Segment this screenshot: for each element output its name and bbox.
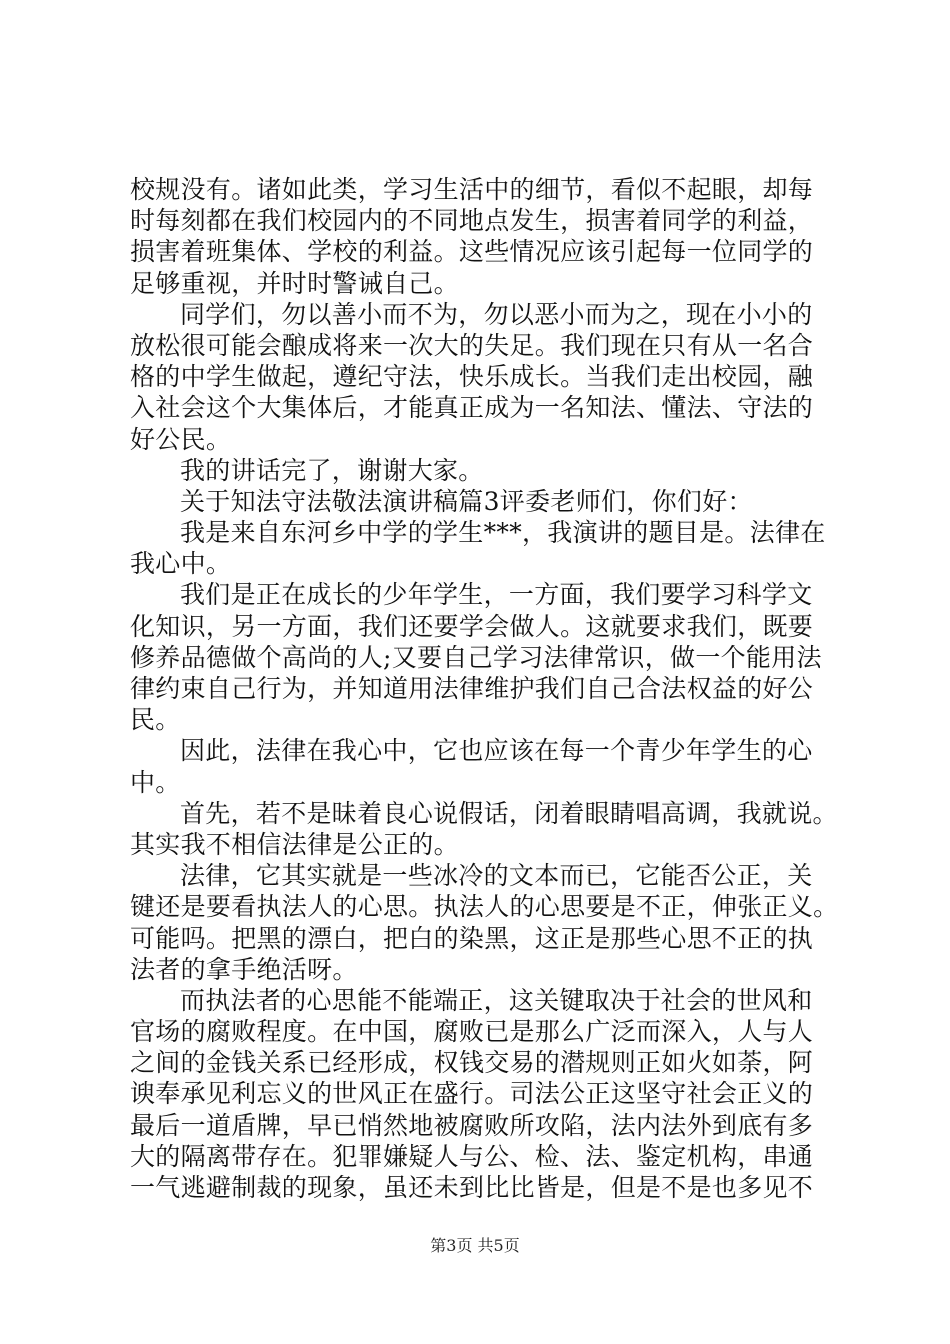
text-line: 最后一道盾牌，早已悄然地被腐败所攻陷，法内法外到底有多 (130, 1110, 814, 1140)
text-line: 放松很可能会酿成将来一次大的失足。我们现在只有从一名合 (130, 330, 814, 360)
document-body (130, 174, 839, 1203)
text-line: 民。 (130, 705, 181, 735)
text-line: 官场的腐败程度。在中国，腐败已是那么广泛而深入，人与人 (130, 1017, 814, 1047)
text-line: 其实我不相信法律是公正的。 (130, 829, 459, 859)
text-line: 格的中学生做起，遵纪守法，快乐成长。当我们走出校园，融 (130, 362, 814, 392)
text-line: 损害着班集体、学校的利益。这些情况应该引起每一位同学的 (130, 237, 814, 267)
text-line: 法律，它其实就是一些冰冷的文本而已，它能否公正，关 (180, 861, 813, 891)
text-line: 大的隔离带存在。犯罪嫌疑人与公、检、法、鉴定机构，串通 (130, 1141, 814, 1171)
text-line: 一气逃避制裁的现象，虽还未到比比皆是，但是不是也多见不 (130, 1173, 814, 1202)
text-line: 时每刻都在我们校园内的不同地点发生，损害着同学的利益， (130, 206, 814, 236)
text-line: 好公民。 (130, 424, 232, 454)
text-line: 关于知法守法敬法演讲稿篇3评委老师们，你们好： (180, 486, 753, 516)
text-line: 可能吗。把黑的漂白，把白的染黑，这正是那些心思不正的执 (130, 923, 814, 953)
text-line: 校规没有。诸如此类，学习生活中的细节，看似不起眼，却每 (130, 175, 814, 204)
text-line: 而执法者的心思能不能端正，这关键取决于社会的世风和 (180, 985, 813, 1015)
text-line: 谀奉承见利忘义的世风正在盛行。司法公正这坚守社会正义的 (130, 1079, 814, 1109)
text-line: 之间的金钱关系已经形成，权钱交易的潜规则正如火如荼，阿 (130, 1048, 814, 1078)
text-line: 我的讲话完了，谢谢大家。 (180, 455, 484, 485)
text-line: 法者的拿手绝活呀。 (130, 954, 358, 984)
text-line: 律约束自己行为，并知道用法律维护我们自己合法权益的好公 (130, 674, 814, 703)
text-line: 因此，法律在我心中，它也应该在每一个青少年学生的心 (180, 736, 813, 766)
page-footer: 第3页 共5页 (430, 1236, 520, 1255)
text-line: 同学们，勿以善小而不为，勿以恶小而为之，现在小小的 (180, 299, 813, 329)
text-line: 修养品德做个高尚的人;又要自己学习法律常识，做一个能用法 (130, 642, 822, 672)
text-line: 足够重视，并时时警诫自己。 (130, 268, 459, 298)
text-line: 键还是要看执法人的心思。执法人的心思要是不正，伸张正义。 (130, 892, 839, 922)
text-line: 我们是正在成长的少年学生，一方面，我们要学习科学文 (180, 580, 813, 610)
text-line: 化知识，另一方面，我们还要学会做人。这就要求我们，既要 (130, 611, 814, 641)
text-line: 我心中。 (130, 549, 232, 579)
text-line: 中。 (130, 767, 181, 797)
text-line: 我是来自东河乡中学的学生***，我演讲的题目是。法律在 (180, 518, 826, 548)
text-line: 首先，若不是昧着良心说假话，闭着眼睛唱高调，我就说。 (180, 798, 838, 828)
text-line: 入社会这个大集体后，才能真正成为一名知法、懂法、守法的 (130, 393, 814, 423)
